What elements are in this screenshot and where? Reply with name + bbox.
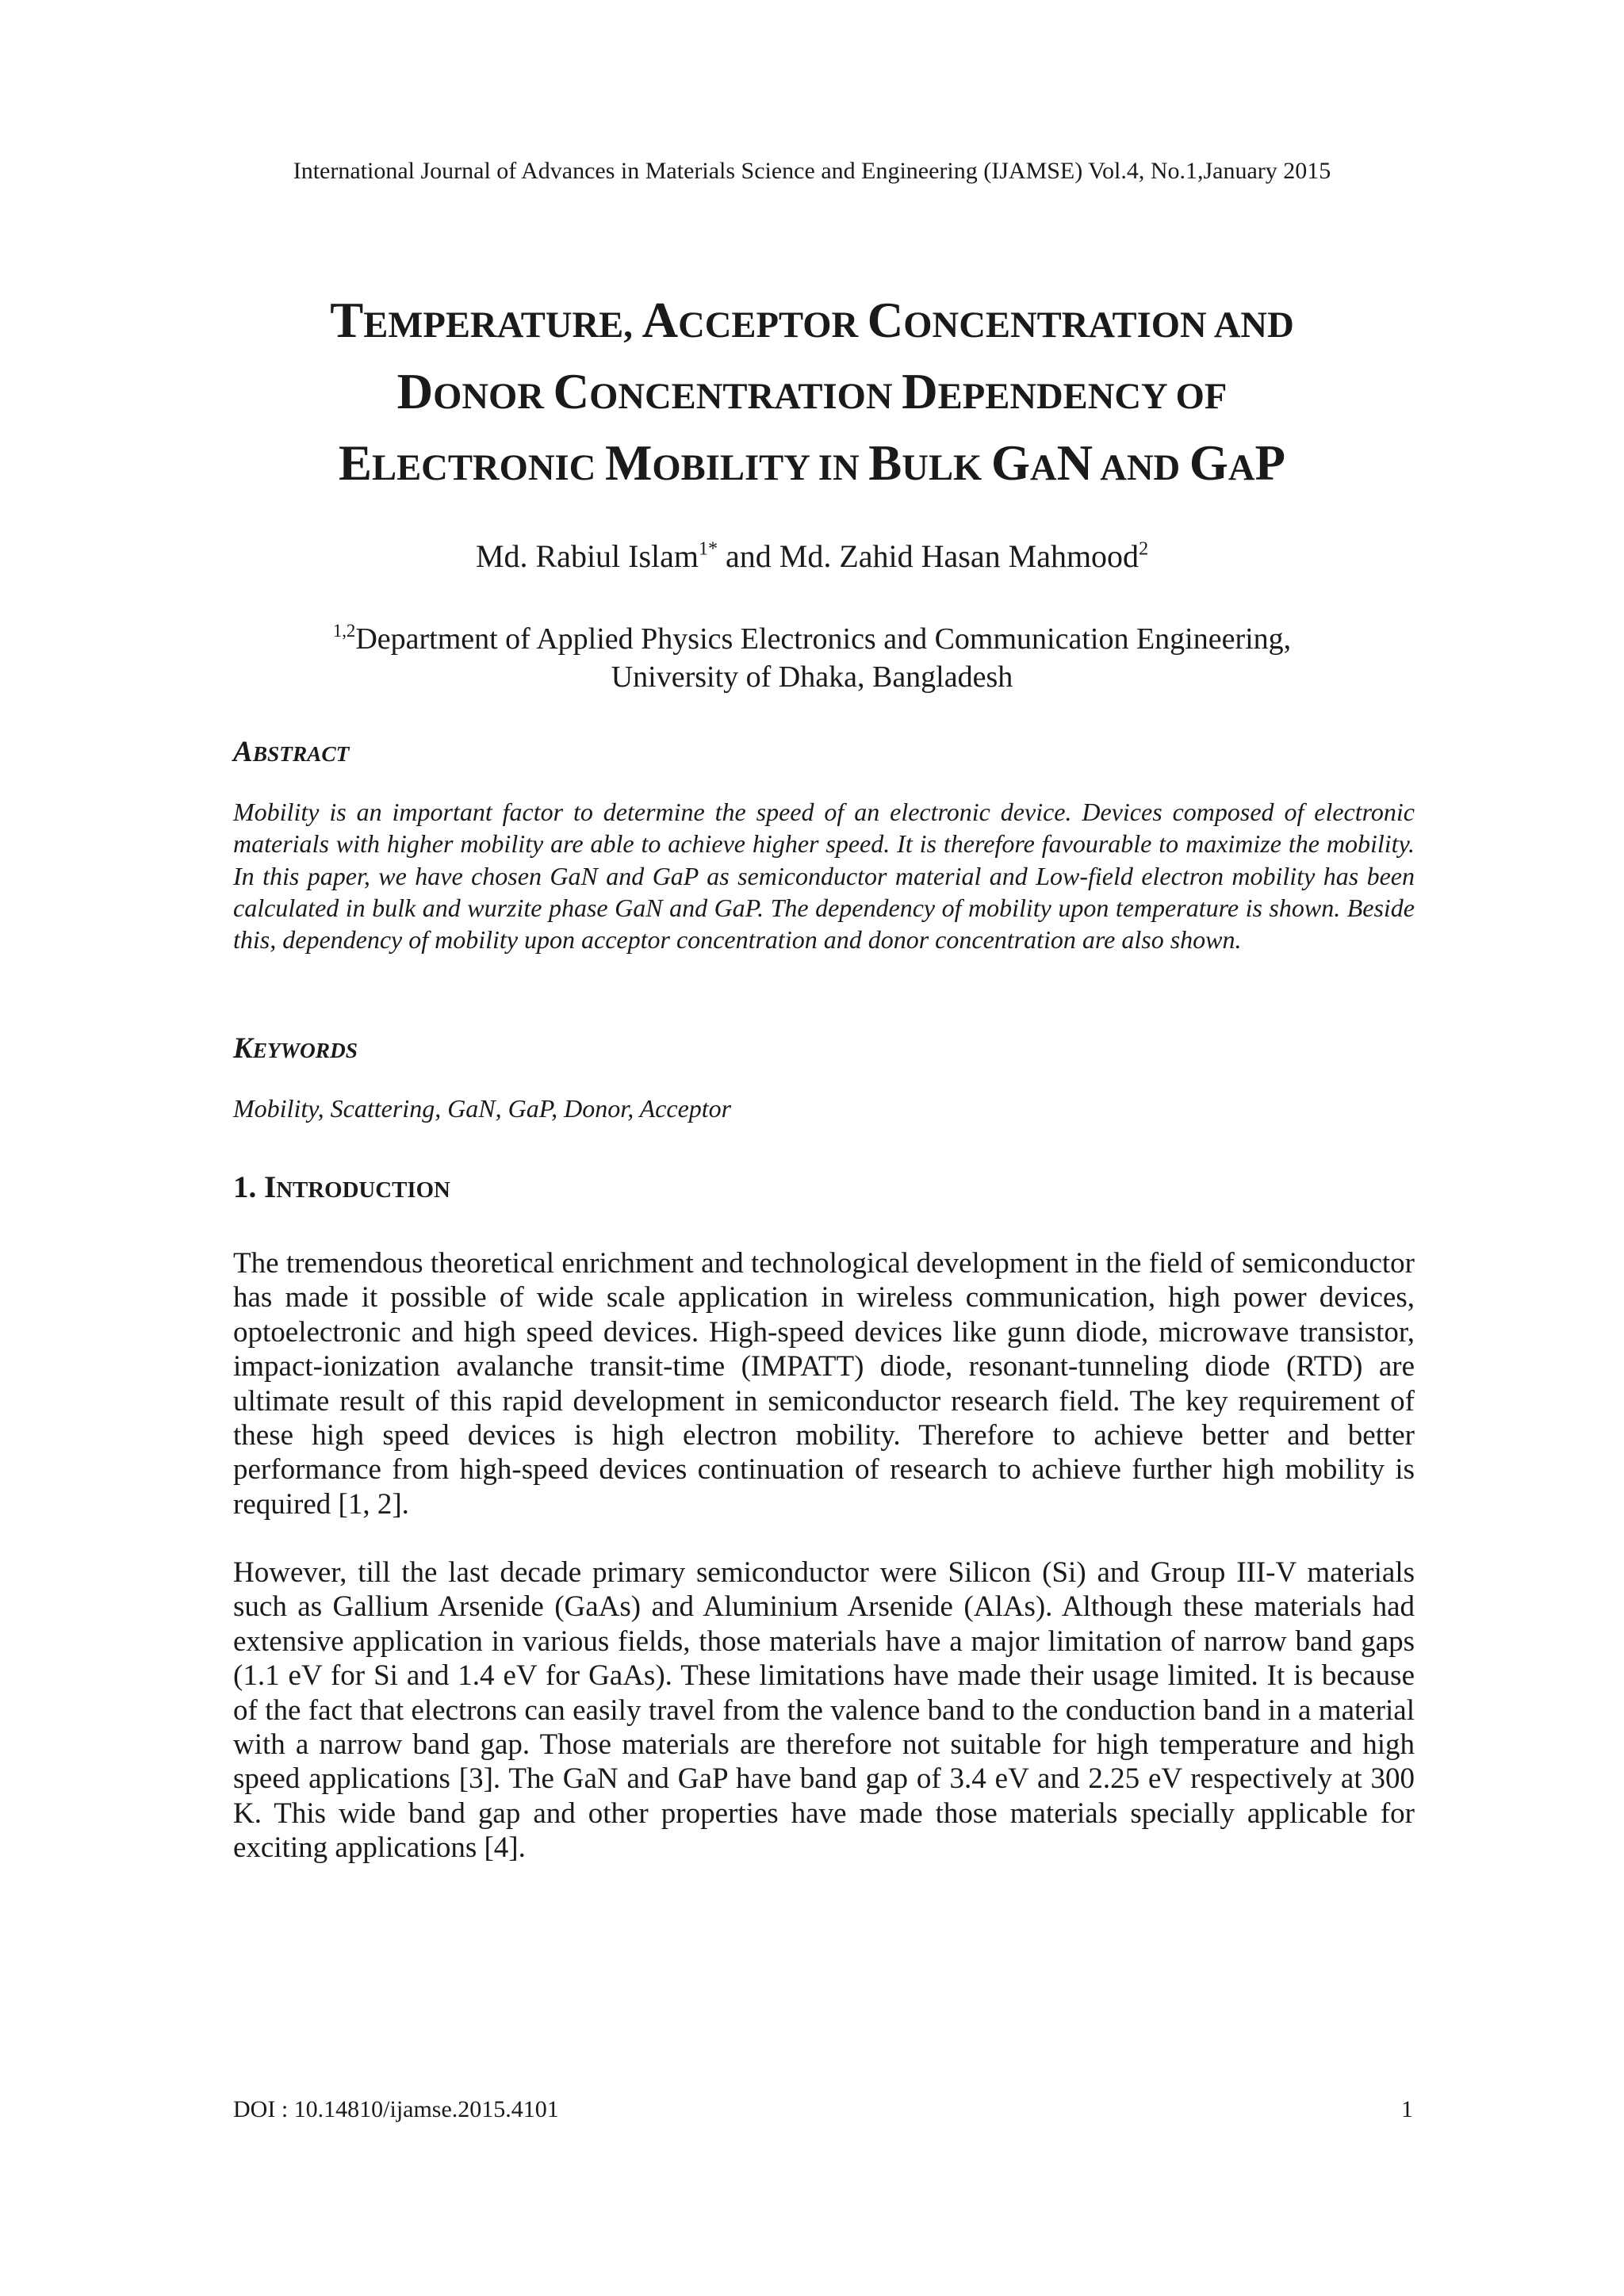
abstract-text: Mobility is an important factor to determine the speed of an electronic device. Devices composed of electronic materials with higher mobility are able to achieve higher speed. It is therefore favourable to maximize the mobility. In this paper, we have chosen GaN and GaP as semiconductor material and Low-field electron mobility has been calculated in bulk and wurzite phase GaN and GaP. The dependency of mobility upon temperature is shown. Beside this, dependency of mobility upon acceptor concentration and donor concentration are also shown. — [233, 798, 1415, 955]
keywords-text: Mobility, Scattering, GaN, GaP, Donor, Acceptor — [233, 1094, 732, 1123]
page-number: 1 — [1401, 2096, 1413, 2122]
affiliation-line-1: Department of Applied Physics Electronics and Communication Engineering, — [355, 622, 1292, 656]
footer-doi: DOI : 10.14810/ijamse.2015.4101 — [233, 2096, 559, 2122]
author-line — [0, 536, 1624, 577]
paper-title — [190, 287, 1434, 501]
title-line-3: ELECTRONIC MOBILITY IN BULK GAN AND GAP — [338, 435, 1286, 491]
affiliation-mark: 1,2 — [332, 621, 356, 641]
title-line-1: TEMPERATURE, ACCEPTOR CONCENTRATION AND — [330, 293, 1294, 348]
author-2: Md. Zahid Hasan Mahmood — [779, 538, 1139, 574]
author-2-mark: 2 — [1139, 538, 1149, 560]
title-line-2: DONOR CONCENTRATION DEPENDENCY OF — [396, 364, 1228, 419]
affiliation — [238, 620, 1386, 696]
author-conjunction: and — [718, 538, 779, 574]
introduction-paragraph-1: The tremendous theoretical enrichment and technological development in the field of semiconductor has made it possible of wide scale application in wireless communication, high power devices, optoelectronic and high speed devices. High-speed devices like gunn diode, microwave transistor, impact-ionization avalanche transit-time (IMPATT) diode, resonant-tunneling diode (RTD) are ultimate result of this rapid development in semiconductor research field. The key requirement of these high speed devices is high electron mobility. Therefore to achieve better and better performance from high-speed devices continuation of research to achieve further high mobility is required [1, 2]. — [233, 1247, 1415, 1521]
introduction-heading: 1. INTRODUCTION — [233, 1170, 450, 1204]
keywords-heading: KEYWORDS — [233, 1032, 358, 1065]
author-1-mark: 1* — [699, 538, 718, 560]
author-1: Md. Rabiul Islam — [475, 538, 699, 574]
introduction-paragraph-2: However, till the last decade primary semiconductor were Silicon (Si) and Group III-V materials such as Gallium Arsenide (GaAs) and Aluminium Arsenide (AlAs). Although these materials had extensive application in various fields, those materials have a major limitation of narrow band gaps (1.1 eV for Si and 1.4 eV for GaAs). These limitations have made their usage limited. It is because of the fact that electrons can easily travel from the valence band to the conduction band in a material with a narrow band gap. Those materials are therefore not suitable for high temperature and high speed applications [3]. The GaN and GaP have band gap of 3.4 eV and 2.25 eV respectively at 300 K. This wide band gap and other properties have made those materials specially applicable for exciting applications [4]. — [233, 1556, 1415, 1865]
journal-header: International Journal of Advances in Materials Science and Engineering (IJAMSE) Vol.4, No.1,January 2015 — [293, 158, 1331, 184]
affiliation-line-2: University of Dhaka, Bangladesh — [611, 660, 1013, 694]
abstract-heading: ABSTRACT — [233, 736, 350, 768]
